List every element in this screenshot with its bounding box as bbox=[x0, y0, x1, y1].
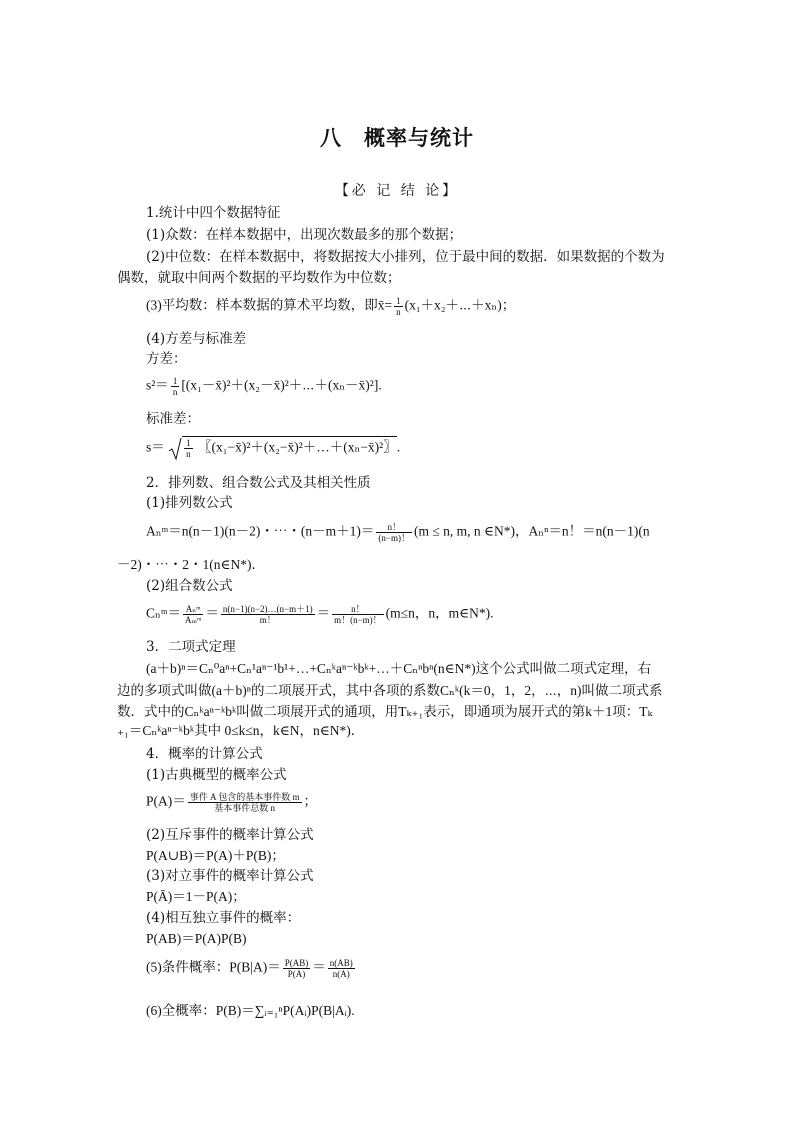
perm-formula-line1: Aₙᵐ＝n(n－1)(n－2)・⋯・(n－m＋1)＝ $\frac{n!}{(n-m)!}$ (m ≤ n, m, n ∈N*)，Aₙⁿ＝n！＝n(n－1)(n bbox=[146, 522, 650, 543]
comb-heading: (2)组合数公式 bbox=[146, 578, 233, 594]
binomial-line2: 边的多项式叫做(a＋b)ⁿ的二项展开式，其中各项的系数Cₙᵏ(k＝0，1，2，⋯，n)叫做二项式系 bbox=[117, 683, 663, 698]
total-probability-formula: (6)全概率：P(B)＝∑ᵢ₌₁ⁿP(Aᵢ)P(B|Aᵢ). bbox=[146, 1003, 355, 1018]
indep-heading: (4)相互独立事件的概率： bbox=[146, 910, 301, 926]
mode-definition: (1)众数：在样本数据中，出现次数最多的那个数据； bbox=[146, 227, 463, 243]
mutex-heading: (2)互斥事件的概率计算公式 bbox=[146, 827, 314, 843]
opp-heading: (3)对立事件的概率计算公式 bbox=[146, 868, 314, 884]
sec4-heading: 4．概率的计算公式 bbox=[146, 746, 263, 762]
median-definition-line2: 偶数，就取中间两个数据的平均数作为中位数； bbox=[117, 270, 401, 286]
sec1-heading: 1.统计中四个数据特征 bbox=[146, 205, 281, 221]
page-title: 八 概率与统计 bbox=[320, 126, 474, 150]
indep-formula: P(AB)＝P(A)P(B) bbox=[146, 931, 247, 946]
variance-label: 方差： bbox=[146, 351, 187, 367]
perm-formula-line2: －2)・⋯・2・1(n∈N*)． bbox=[117, 557, 265, 572]
mean-definition: (3)平均数：样本数据的算术平均数，即x̄= $\frac{1}{n}$ (x₁＋x₂＋⋯＋xₙ)； bbox=[146, 296, 516, 317]
sec3-heading: 3．二项式定理 bbox=[146, 639, 236, 655]
perm-heading: (1)排列数公式 bbox=[146, 495, 233, 511]
classic-heading: (1)古典概型的概率公式 bbox=[146, 767, 287, 783]
binomial-line1: (a＋b)ⁿ＝Cₙ⁰aⁿ+Cₙ¹aⁿ⁻¹b¹+…+Cₙᵏaⁿ⁻ᵏbᵏ+…＋Cₙⁿbⁿ(n∈N*)这个公式叫做二项式定理，右 bbox=[146, 661, 652, 676]
classic-formula: P(A)＝ $\frac{\text{事件 A 包含的基本事件数 m}}{\text{基本事件总数 n}}$ ； bbox=[146, 792, 318, 813]
std-label: 标准差： bbox=[146, 411, 200, 427]
std-formula: s＝ $\frac{1}{n}$ 〖(x₁−x̄)²＋(x₂−x̄)²＋…＋(xₙ−x̄)²〗. bbox=[146, 438, 401, 459]
variance-heading: (4)方差与标准差 bbox=[146, 331, 247, 347]
binomial-line3: 数．式中的Cₙᵏaⁿ⁻ᵏbᵏ叫做二项展开式的通项，用Tₖ₊₁表示，即通项为展开式的第k＋1项：Tₖ bbox=[117, 704, 653, 719]
section-header: 【必 记 结 论】 bbox=[334, 183, 460, 199]
binomial-line4: ₊₁＝Cₙᵏaⁿ⁻ᵏbᵏ其中 0≤k≤n，k∈N，n∈N*)． bbox=[117, 723, 365, 738]
variance-formula: s²＝ $\frac{1}{n}$ [(x₁－x̄)²＋(x₂－x̄)²＋⋯＋(xₙ－x̄)²]. bbox=[146, 376, 382, 397]
comb-formula: Cₙᵐ＝ $\frac{\text{Aₙᵐ}}{\text{Aₘᵐ}}$ ＝ $\frac{n(n-1)(n-2)\dots(n-m+1)}{m!}$ ＝ $\frac{n!}{m!(n-m)!}$ (m≤n，n，m∈N*). bbox=[146, 604, 494, 625]
sqrt-icon bbox=[168, 437, 182, 461]
conditional-formula: (5)条件概率：P(B|A)＝ $\frac{P(AB)}{P(A)}$ ＝ $\frac{n(AB)}{n(A)}$ bbox=[146, 958, 353, 979]
opp-formula: P(Ā)＝1－P(A)； bbox=[146, 889, 246, 904]
sec2-heading: 2．排列数、组合数公式及其相关性质 bbox=[146, 475, 371, 491]
median-definition-line1: (2)中位数：在样本数据中，将数据按大小排列，位于最中间的数据．如果数据的个数为 bbox=[146, 249, 665, 265]
mutex-formula: P(A∪B)＝P(A)＋P(B)； bbox=[146, 848, 285, 863]
